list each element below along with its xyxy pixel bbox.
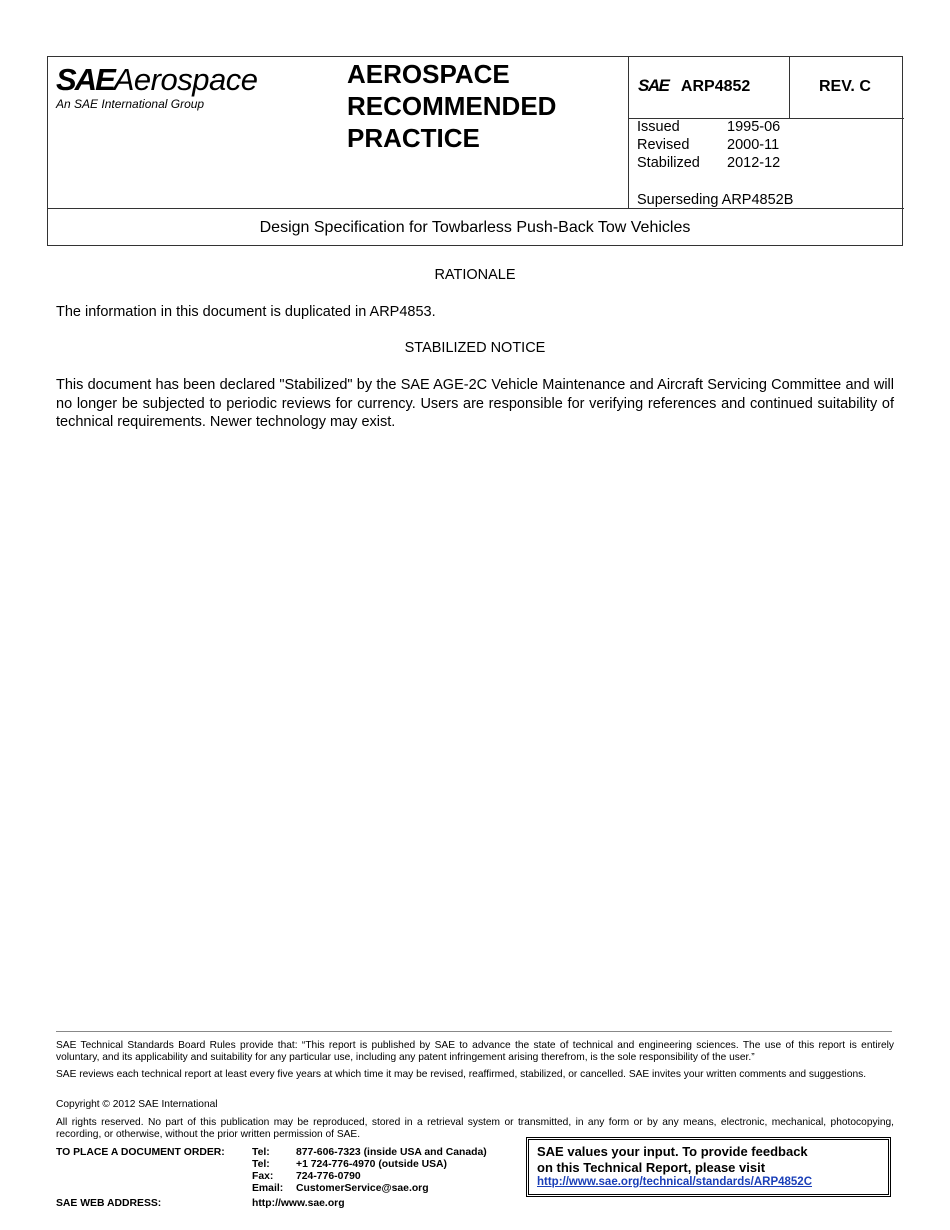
feedback-line: on this Technical Report, please visit (537, 1160, 766, 1175)
contact-label: Tel: (252, 1159, 270, 1170)
date-label: Issued (637, 119, 680, 135)
date-label: Revised (637, 137, 690, 153)
date-value: 2000-11 (727, 137, 780, 153)
date-row-revised (637, 136, 780, 154)
feedback-box (526, 1137, 891, 1197)
doc-number: ARP4852 (680, 78, 751, 95)
revision-label: REV. C (819, 78, 871, 95)
contact-row (252, 1159, 487, 1171)
date-label: Stabilized (637, 155, 700, 171)
sae-mini-logo: SAE (638, 76, 669, 95)
header-divider-vertical (628, 57, 629, 208)
feedback-link[interactable]: http://www.sae.org/technical/standards/ARP4852C (537, 1176, 813, 1188)
date-value: 1995-06 (727, 119, 781, 135)
rationale-heading: RATIONALE (434, 267, 516, 283)
footer-rule (56, 1031, 892, 1032)
order-contacts (252, 1147, 487, 1195)
copyright-note: Copyright © 2012 SAE International (56, 1099, 218, 1110)
contact-label: Email: (252, 1183, 284, 1194)
order-label: TO PLACE A DOCUMENT ORDER: (56, 1147, 225, 1158)
contact-value: +1 724-776-4970 (outside USA) (296, 1159, 448, 1170)
date-value: 2012-12 (727, 155, 781, 171)
contact-value: CustomerService@sae.org (296, 1183, 429, 1194)
contact-label: Fax: (252, 1171, 274, 1182)
contact-value: 877-606-7323 (inside USA and Canada) (296, 1147, 487, 1158)
contact-label: Tel: (252, 1147, 270, 1158)
document-type (347, 58, 556, 154)
web-address-value[interactable]: http://www.sae.org (252, 1198, 345, 1209)
sae-aerospace-logo (56, 64, 257, 95)
header-divider-vertical-rev (789, 57, 790, 118)
web-address-label: SAE WEB ADDRESS: (56, 1198, 162, 1209)
rights-note: All rights reserved. No part of this publication may be reproduced, stored in a retrieval system or transmitted, in any form or by any means, electronic, mechanical, photocopying, recording, or otherwise, without the prior written permission of SAE. (56, 1117, 894, 1140)
contact-row (252, 1183, 487, 1195)
date-row-issued (637, 118, 780, 136)
logo-tagline: An SAE International Group (56, 97, 205, 111)
doc-type-line: RECOMMENDED (347, 91, 557, 121)
rationale-text: The information in this document is duplicated in ARP4853. (56, 304, 436, 320)
doc-number-cell (638, 76, 750, 96)
document-title: Design Specification for Towbarless Push-Back Tow Vehicles (259, 219, 691, 236)
contact-value: 724-776-0790 (296, 1171, 361, 1182)
stabilized-notice-heading: STABILIZED NOTICE (404, 340, 546, 356)
tsb-rules-note: SAE Technical Standards Board Rules provide that: “This report is published by SAE to advance the state of technical and engineering sciences. The use of this report is entirely voluntary, and its applicability and suitability for any particular use, including any patent infringement arising therefrom, is the sole responsibility of the user.” (56, 1040, 894, 1063)
contact-row (252, 1147, 487, 1159)
review-note: SAE reviews each technical report at least every five years at which time it may be revised, reaffirmed, stabilized, or cancelled. SAE invites your written comments and suggestions. (56, 1069, 867, 1080)
superseding-note: Superseding ARP4852B (637, 192, 794, 208)
feedback-line: SAE values your input. To provide feedback (537, 1144, 808, 1159)
issue-dates (637, 118, 780, 172)
doc-type-line: AEROSPACE (347, 59, 510, 89)
doc-type-line: PRACTICE (347, 123, 480, 153)
date-row-stabilized (637, 154, 780, 172)
logo-name: Aerospace (113, 62, 258, 97)
logo-brand: SAE (56, 62, 114, 97)
contact-row (252, 1171, 487, 1183)
stabilized-notice-text: This document has been declared "Stabilized" by the SAE AGE-2C Vehicle Maintenance and Aircraft Servicing Committee and will no longer be subjected to periodic reviews for currency. Users are responsible for verifying references and continued suitability of technical requirements. Newer technology may exist. (56, 377, 894, 430)
